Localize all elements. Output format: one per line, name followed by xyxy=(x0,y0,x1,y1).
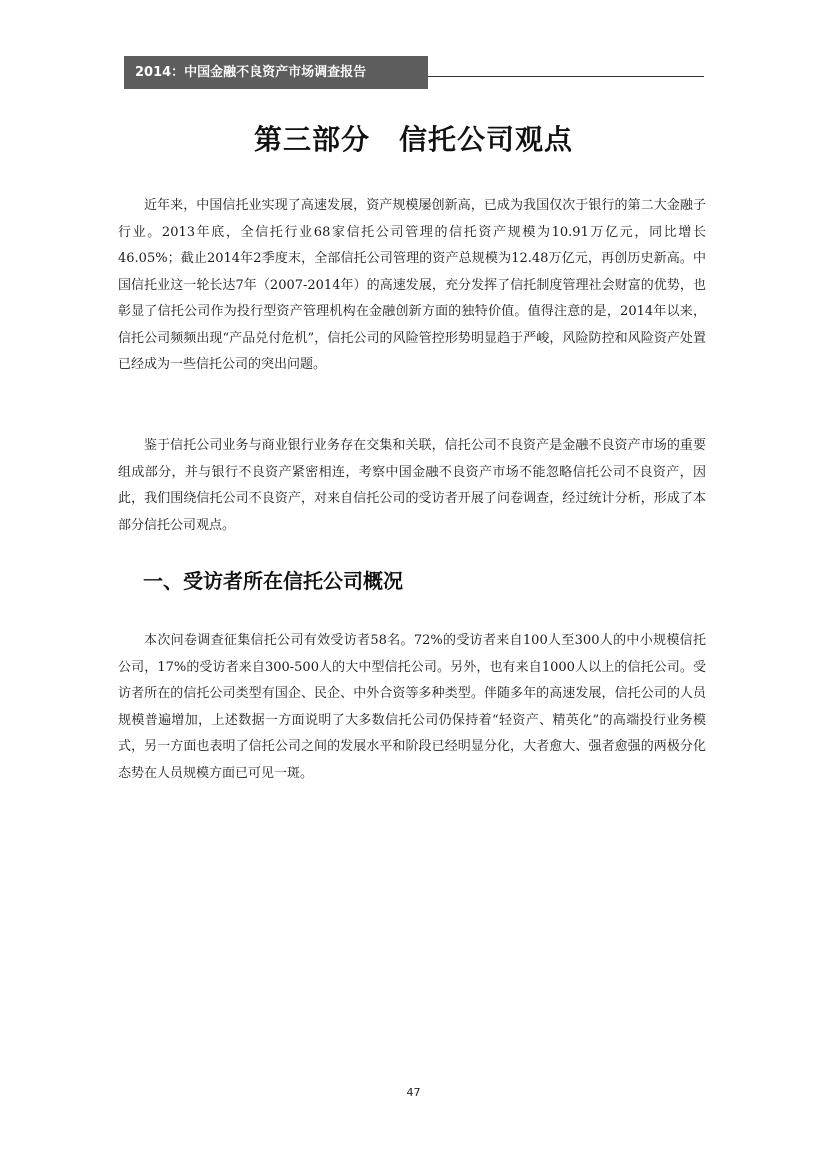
running-header: 2014：中国金融不良资产市场调查报告 xyxy=(124,56,428,89)
part-title: 第三部分 信托公司观点 xyxy=(253,123,573,156)
section-paragraph: 本次问卷调查征集信托公司有效受访者58名。72%的受访者来自100人至300人的中小规模信托公司，17%的受访者来自300-500人的大中型信托公司。另外，也有来自1000人以上的信托公司。受访者所在的信托公司类型有国企、民企、中外合资等多种类型。伴随多年的高速发展，信托公司的人员规模普遍增加，上述数据一方面说明了大多数信托公司仍保持着“轻资产、精英化”的高端投行业务模式，另一方面也表明了信托公司之间的发展水平和阶段已经明显分化，大者愈大、强者愈强的两极分化态势在人员规模方面已可见一斑。 xyxy=(118,633,706,781)
page-number: 47 xyxy=(406,1086,421,1099)
section-heading: 一、受访者所在信托公司概况 xyxy=(143,569,403,593)
header-rule xyxy=(428,76,704,77)
intro-paragraph-1: 近年来，中国信托业实现了高速发展，资产规模屡创新高，已成为我国仅次于银行的第二大金融子行业。2013年底，全信托行业68家信托公司管理的信托资产规模为10.91万亿元，同比增长46.05%；截止2014年2季度末，全部信托公司管理的资产总规模为12.48万亿元，再创历史新高。中国信托业这一轮长达7年（2007-2014年）的高速发展，充分发挥了信托制度管理社会财富的优势，也彰显了信托公司作为投行型资产管理机构在金融创新方面的独特价值。值得注意的是，2014年以来，信托公司频频出现“产品兑付危机”，信托公司的风险管控形势明显趋于严峻，风险防控和风险资产处置已经成为一些信托公司的突出问题。 xyxy=(118,198,706,372)
intro-paragraph-2: 鉴于信托公司业务与商业银行业务存在交集和关联，信托公司不良资产是金融不良资产市场的重要组成部分，并与银行不良资产紧密相连，考察中国金融不良资产市场不能忽略信托公司不良资产，因此，我们围绕信托公司不良资产，对来自信托公司的受访者开展了问卷调查，经过统计分析，形成了本部分信托公司观点。 xyxy=(118,438,706,533)
